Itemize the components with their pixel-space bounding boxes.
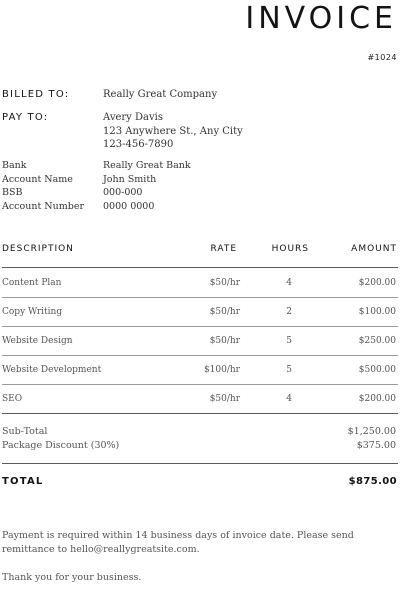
row-description: Copy Writing — [2, 307, 63, 317]
row-amount: $200.00 — [358, 278, 396, 288]
bank-labels — [2, 159, 84, 213]
table-row — [2, 307, 398, 321]
subtotal-row — [2, 426, 398, 439]
col-rate-header: RATE — [210, 244, 237, 254]
col-description-header: DESCRIPTION — [2, 244, 74, 254]
row-hours: 4 — [286, 394, 292, 404]
row-hours: 2 — [286, 307, 292, 317]
pay-to-phone: 123-456-7890 — [103, 139, 174, 150]
divider — [2, 413, 398, 414]
billed-to-value: Really Great Company — [103, 89, 218, 100]
account-number-label: Account Number — [2, 200, 84, 212]
billed-to-label: BILLED TO: — [2, 89, 70, 100]
divider — [2, 326, 398, 327]
subtotal-value: $1,250.00 — [347, 426, 396, 437]
table-header — [2, 244, 398, 256]
col-hours-header: HOURS — [271, 244, 309, 254]
pay-to-address: 123 Anywhere St., Any City — [103, 125, 243, 137]
row-description: Website Development — [2, 365, 102, 375]
row-amount: $100.00 — [358, 307, 396, 317]
account-name-value: John Smith — [103, 173, 157, 185]
row-amount: $500.00 — [358, 365, 396, 375]
row-rate: $100/hr — [203, 365, 240, 375]
row-description: Content Plan — [2, 278, 62, 288]
row-rate: $50/hr — [209, 394, 240, 404]
divider — [2, 384, 398, 385]
row-rate: $50/hr — [209, 336, 240, 346]
total-label: TOTAL — [2, 476, 44, 487]
table-row — [2, 365, 398, 379]
row-amount: $200.00 — [358, 394, 396, 404]
col-amount-header: AMOUNT — [351, 244, 397, 254]
pay-to-block — [103, 111, 243, 152]
row-amount: $250.00 — [358, 336, 396, 346]
bsb-value: 000-000 — [103, 187, 143, 198]
discount-label: Package Discount (30%) — [2, 440, 120, 451]
subtotal-label: Sub-Total — [2, 426, 48, 437]
bsb-label: BSB — [2, 187, 23, 198]
total-row — [2, 476, 398, 490]
table-row — [2, 278, 398, 292]
total-value: $875.00 — [348, 476, 397, 487]
bank-label: Bank — [2, 160, 27, 171]
table-row — [2, 394, 398, 408]
row-description: SEO — [2, 394, 23, 404]
thank-you-note: Thank you for your business. — [2, 572, 142, 583]
invoice-number: #1024 — [367, 53, 397, 62]
divider — [2, 463, 398, 464]
discount-row — [2, 440, 398, 453]
divider — [2, 267, 398, 268]
bank-value: Really Great Bank — [103, 160, 191, 171]
divider — [2, 355, 398, 356]
table-row — [2, 336, 398, 350]
row-hours: 5 — [286, 336, 292, 346]
pay-to-label: PAY TO: — [2, 112, 49, 123]
row-description: Website Design — [2, 336, 73, 346]
divider — [2, 297, 398, 298]
discount-value: $375.00 — [356, 440, 396, 451]
account-number-value: 0000 0000 — [103, 200, 155, 212]
account-name-label: Account Name — [2, 173, 73, 185]
row-rate: $50/hr — [209, 278, 240, 288]
invoice-title: INVOICE — [245, 1, 397, 36]
payment-note: Payment is required within 14 business days of invoice date. Please send remittance to hello@reallygreatsite.com. — [2, 530, 354, 555]
pay-to-name: Avery Davis — [103, 112, 163, 123]
row-hours: 4 — [286, 278, 292, 288]
row-rate: $50/hr — [209, 307, 240, 317]
row-hours: 5 — [286, 365, 292, 375]
bank-values — [103, 159, 191, 213]
